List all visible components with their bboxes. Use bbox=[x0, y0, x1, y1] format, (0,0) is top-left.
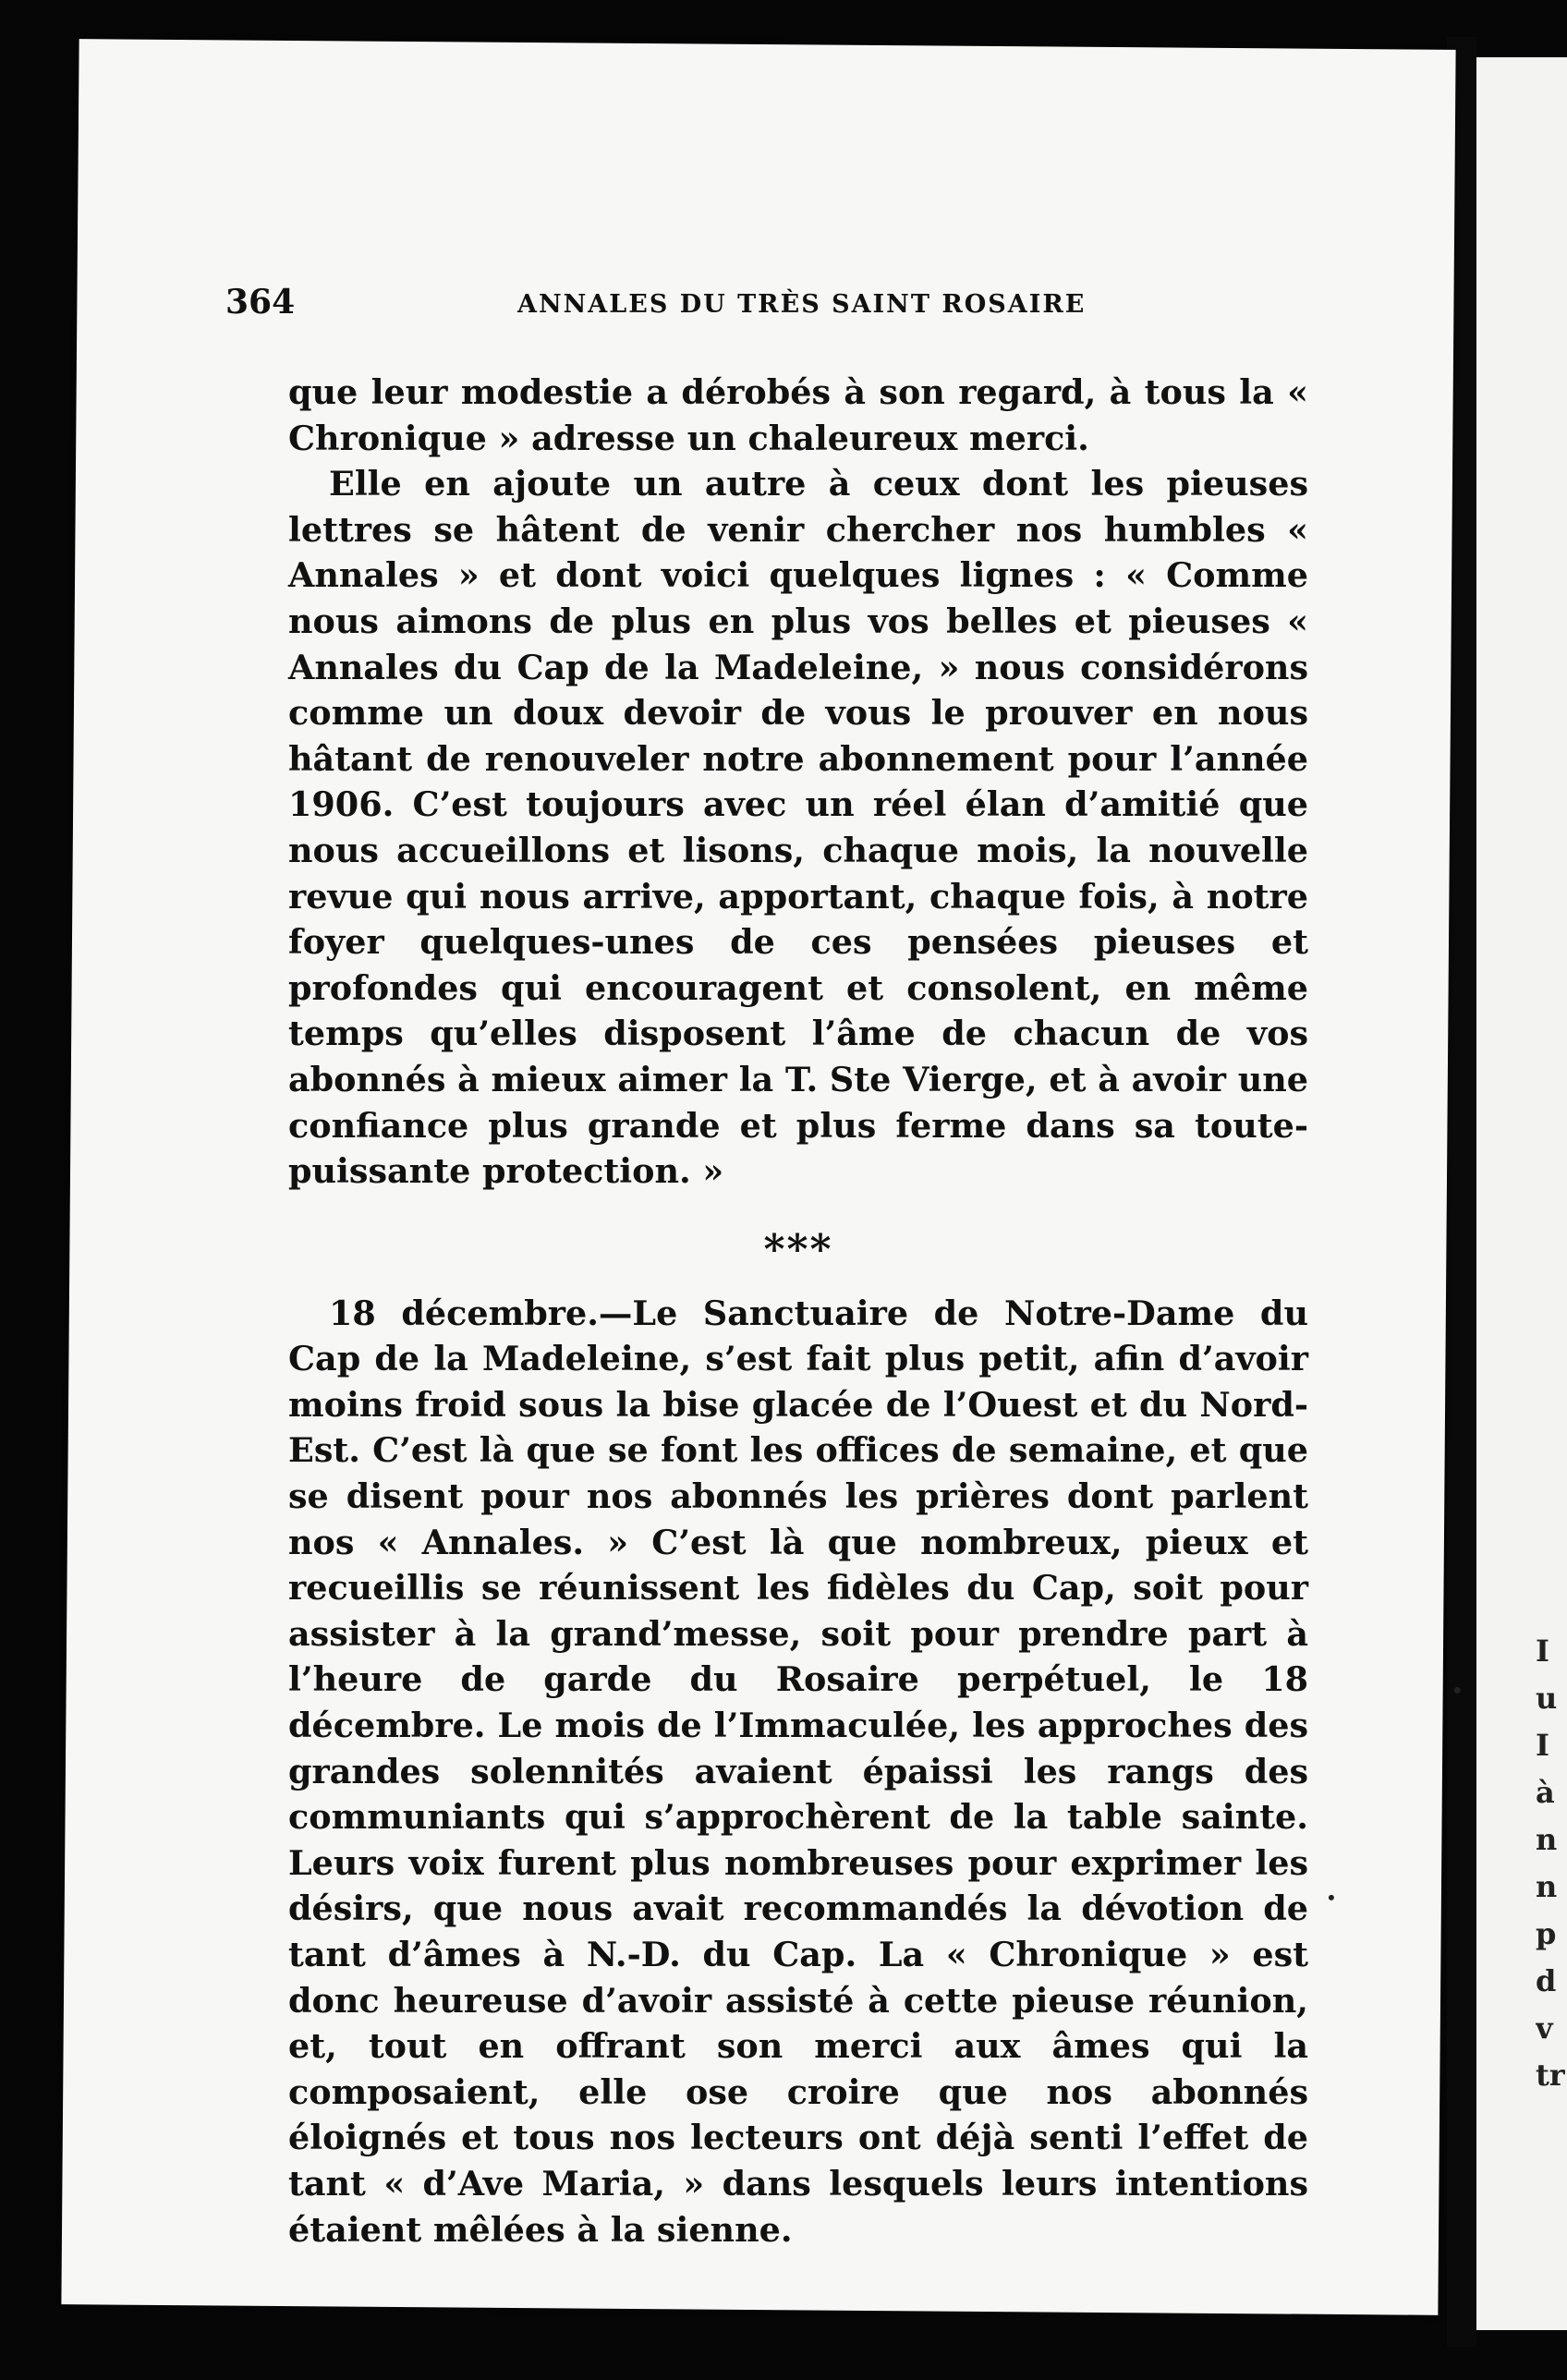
fragment: n bbox=[1536, 1822, 1558, 1857]
asterism: *** bbox=[763, 1225, 833, 1273]
page-number: 364 bbox=[225, 283, 296, 322]
paragraph: 18 décembre.—Le Sanctuaire de Notre-Dame du Cap de la Madeleine, s’est fait plus petit, afin d’avoir moins froid sous la bise glacée de l’Ouest et du Nord-Est. C’est là que se font les offices de semaine, et que se disent pour nos abonnés les prières dont parlent nos « Annales. » C’est là que nombreux, pieux et recueillis se réunissent les fidèles du Cap, soit pour assister à la grand’messe, soit pour prendre part à l’heure de garde du Rosaire perpétuel, le 18 décembre. Le mois de l’Immaculée, les approches des grandes solennités avaient épaissi les rangs des communiants qui s’approchèrent de la table sainte. Leurs voix furent plus nombreuses pour exprimer les désirs, que nous avait recommandés la dévotion de tant d’âmes à N.-D. du Cap. La « Chronique » est donc heureuse d’avoir assisté à cette pieuse réunion, et, tout en offrant son merci aux âmes qui la composaient, elle ose croire que nos abonnés éloignés et tous nos lecteurs ont déjà senti l’effet de tant « d’Ave Maria, » dans lesquels leurs intentions étaient mêlées à la sienne. bbox=[288, 1293, 1308, 2250]
fragment: u bbox=[1536, 1681, 1558, 1716]
fragment: I bbox=[1536, 1728, 1549, 1763]
fragment: v bbox=[1536, 2010, 1553, 2046]
fragment: d bbox=[1536, 1963, 1557, 1998]
paragraph: Elle en ajoute un autre à ceux dont les pieuses lettres se hâtent de venir chercher nos humbles « Annales » et dont voici quelques lignes : « Comme nous aimons de plus en plus vos belles et pieuses « Annales du Cap de la Madeleine, » nous considérons comme un doux devoir de vous le prouver en nous hâtant de renouveler notre abonnement pour l’année 1906. C’est toujours avec un réel élan d’amitié que nous accueillons et lisons, chaque mois, la nouvelle revue qui nous arrive, apportant, chaque fois, à notre foyer quelques-unes de ces pensées pieuses et profondes qui encouragent et consolent, en même temps qu’elles disposent l’âme de chacun de vos abonnés à mieux aimer la T. Ste Vierge, et à avoir une confiance plus grande et plus ferme dans sa toute-puissante protection. » bbox=[288, 464, 1308, 1192]
fragment: tr bbox=[1536, 2058, 1565, 2093]
fragment: p bbox=[1536, 1916, 1557, 1951]
facing-page-fragments bbox=[1536, 1628, 1567, 2099]
running-header bbox=[225, 283, 1149, 329]
section-separator bbox=[288, 1195, 1308, 1291]
ink-speck bbox=[1454, 1687, 1461, 1694]
running-title: ANNALES DU TRÈS SAINT ROSAIRE bbox=[517, 290, 1087, 319]
article-body bbox=[288, 370, 1308, 2252]
fragment: n bbox=[1536, 1869, 1558, 1904]
paragraph: que leur modestie a dérobés à son regard, à tous la « Chronique » adresse un chaleureux merci. bbox=[288, 372, 1308, 458]
fragment: I bbox=[1536, 1633, 1549, 1669]
fragment: à bbox=[1536, 1775, 1555, 1810]
ink-speck bbox=[1329, 1895, 1334, 1900]
